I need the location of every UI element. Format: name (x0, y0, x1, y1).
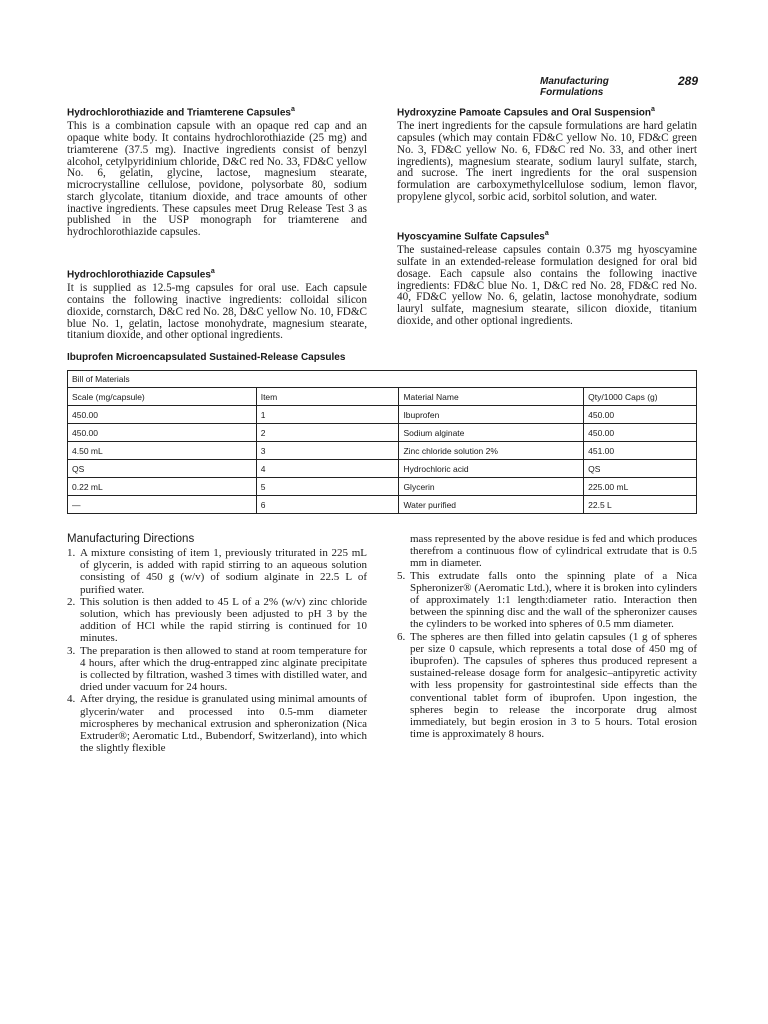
column-header: Material Name (399, 388, 584, 406)
table-cell: 450.00 (584, 406, 697, 424)
footnote-mark: a (650, 106, 655, 113)
bill-of-materials-table (67, 370, 697, 514)
manufacturing-directions-heading: Manufacturing Directions (67, 533, 195, 545)
column-header: Scale (mg/capsule) (68, 388, 257, 406)
section-heading-text: Hydroxyzine Pamoate Capsules and Oral Suspension (397, 107, 651, 119)
step-number: 4. (67, 693, 76, 706)
ibuprofen-heading: Ibuprofen Microencapsulated Sustained-Release Capsules (67, 352, 346, 363)
section-heading-text: Hyoscyamine Sulfate Capsules (397, 231, 545, 243)
table-cell: — (68, 496, 257, 514)
table-cell: QS (584, 460, 697, 478)
step-text: The spheres are then filled into gelatin capsules (1 g of spheres per size 0 capsule, which represents a total dose of 450 mg of ibuprofen). The capsules of spheres thus produced represent a sustained-release dosage form for analgesic–antipyretic activity with less propensity for gastrointestinal side effects than the conventional tablet form of ibuprofen. Upon ingestion, the spheres begin to release the incorporate drug almost immediately, but begin erosion in 3 to 5 hours. Total erosion time is approximately 8 hours. (410, 630, 697, 741)
section-body: It is supplied as 12.5-mg capsules for oral use. Each capsule contains the following inactive ingredients: colloidal silicon dioxide, cornstarch, D&C red No. 28, D&C yellow No. 10, FD&C blue No. 1, gelatin, lactose monohydrate, magnesium stearate, titanium dioxide, and other optional ingredients. (67, 282, 367, 342)
table-caption-row (68, 371, 697, 388)
table-cell: 3 (256, 442, 399, 460)
footnote-mark: a (544, 230, 549, 237)
table-row (68, 478, 697, 496)
table-cell: Hydrochloric acid (399, 460, 584, 478)
list-item (397, 631, 697, 741)
table-row (68, 424, 697, 442)
step-number: 1. (67, 547, 76, 559)
table-row (68, 442, 697, 460)
column-header: Qty/1000 Caps (g) (584, 388, 697, 406)
table-row (68, 460, 697, 478)
table-cell: Zinc chloride solution 2% (399, 442, 584, 460)
list-item (67, 645, 367, 694)
table-cell: Water purified (399, 496, 584, 514)
table-cell: QS (68, 460, 257, 478)
table-cell: Sodium alginate (399, 424, 584, 442)
list-item (67, 596, 367, 645)
step-number: 3. (67, 644, 76, 657)
table-cell: Ibuprofen (399, 406, 584, 424)
directions-list-left (67, 547, 367, 754)
table-header-row (68, 388, 697, 406)
right-column (397, 104, 697, 204)
table-cell: 450.00 (584, 424, 697, 442)
footnote-mark: a (290, 106, 295, 113)
step-text: A mixture consisting of item 1, previously triturated in 225 mL of glycerin, is added with rapid stirring to an aqueous solution consisting of 450 g (w/v) of sodium alginate in 22.5 L of purified water. (80, 547, 367, 596)
step-text: After drying, the residue is granulated using minimal amounts of glycerin/water and processed into 0.5-mm diameter microspheres by mechanical extrusion and spheronization (Nica Extruder®; Aeromatic Ltd., Bubendorf, Switzerland), into which the slightly flexible (80, 693, 367, 755)
step-number: 6. (397, 630, 406, 643)
table-cell: 451.00 (584, 442, 697, 460)
table-cell: 450.00 (68, 406, 257, 424)
step-continuation: mass represented by the above residue is fed and which produces therefrom a continuous flow of cylindrical extrudate that is 0.5 mm in diameter. (410, 533, 697, 570)
table-cell: 225.00 mL (584, 478, 697, 496)
table-cell: 4 (256, 460, 399, 478)
left-column-section-2 (67, 266, 367, 342)
section-heading-text: Hydrochlorothiazide Capsules (67, 269, 211, 281)
table-cell: Glycerin (399, 478, 584, 496)
step-text: The preparation is then allowed to stand at room temperature for 4 hours, after which the drug-entrapped zinc alginate precipitate is collected by filtration, washed 3 times with distilled water, and dried under vacuum for 24 hours. (80, 644, 367, 694)
table-cell: 450.00 (68, 424, 257, 442)
footnote-mark: a (210, 268, 215, 275)
section-heading (397, 104, 697, 119)
page-number: 289 (678, 74, 699, 88)
table-cell: 5 (256, 478, 399, 496)
table-row (68, 406, 697, 424)
section-heading (67, 104, 367, 119)
step-text: This solution is then added to 45 L of a 2% (w/v) zinc chloride solution, which has previously been adjusted to pH 3 by the addition of HCl while the rapid stirring is continued for 10 minutes. (80, 595, 367, 645)
step-number: 2. (67, 595, 76, 608)
column-header: Item (256, 388, 399, 406)
section-heading (67, 266, 367, 281)
table-cell: 22.5 L (584, 496, 697, 514)
list-item (67, 547, 367, 596)
table-cell: 6 (256, 496, 399, 514)
table-cell: 1 (256, 406, 399, 424)
right-column-section-2 (397, 228, 697, 328)
table-cell: 4.50 mL (68, 442, 257, 460)
section-body: The inert ingredients for the capsule formulations are hard gelatin capsules (which may contain FD&C yellow No. 10, FD&C green No. 3, FD&C yellow No. 6, FD&C red No. 33, and other inert ingredients), magnesium stearate, sodium lauryl sulfate, starch, and sucrose. The inert ingredients for the oral suspension formulation are carboxymethylcellulose sodium, lemon flavor, propylene glycol, sorbic acid, sorbitol solution, and water. (397, 120, 697, 203)
step-text: This extrudate falls onto the spinning plate of a Nica Spheronizer® (Aeromatic Ltd.), where it is broken into cylinders of approximately 1:1 length:diameter ratio. Interaction then between the spinning disc and the wall of the spheronizer causes the cylinders to be worked into spheres of 0.5 mm diameter. (410, 569, 697, 631)
list-item (67, 693, 367, 754)
running-title: Manufacturing Formulations (540, 76, 609, 98)
table-cell: 2 (256, 424, 399, 442)
step-number: 5. (397, 569, 406, 582)
section-body: This is a combination capsule with an opaque red cap and an opaque white body. It contains hydrochlorothiazide (25 mg) and triamterene (37.5 mg). Inactive ingredients consist of benzyl alcohol, cetylpyridinium chloride, D&C red No. 33, FD&C yellow No. 6, gelatin, glycine, lactose, magnesium stearate, microcrystalline cellulose, povidone, polysorbate 80, sodium starch glycolate, titanium dioxide, and trace amounts of other inactive ingredients. These capsules meet Drug Release Test 3 as published in the USP monograph for triamterene and hydrochlorothiazide capsules. (67, 120, 367, 239)
section-heading (397, 228, 697, 243)
table-row (68, 496, 697, 514)
left-column (67, 104, 367, 239)
directions-list-right (397, 533, 697, 740)
section-heading-text: Hydrochlorothiazide and Triamterene Capsules (67, 107, 291, 119)
list-item (397, 570, 697, 631)
section-body: The sustained-release capsules contain 0.375 mg hyoscyamine sulfate in an extended-release formulation designed for oral bid dosage. Each capsule also contains the following inactive ingredients: FD&C blue No. 1, D&C red No. 28, FD&C red No. 40, FD&C yellow No. 6, gelatin, lactose monohydrate, sodium lauryl sulfate, magnesium stearate, silicon dioxide, titanium dioxide, and other optional ingredients. (397, 244, 697, 327)
table-cell: 0.22 mL (68, 478, 257, 496)
table-caption: Bill of Materials (68, 371, 697, 388)
